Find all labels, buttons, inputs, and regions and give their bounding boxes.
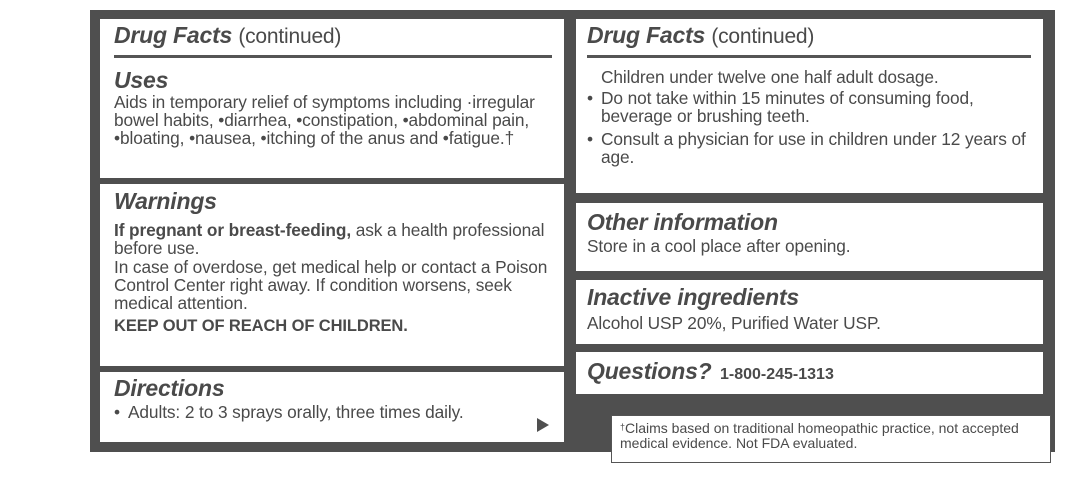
bullet: • (587, 129, 594, 149)
uses-panel (100, 19, 564, 178)
questions-heading: Questions? (587, 358, 712, 384)
right-column (573, 10, 1055, 452)
continued-label: (continued) (711, 25, 815, 48)
directions-heading: Directions (114, 375, 225, 401)
warnings-panel (100, 184, 564, 366)
drug-facts-header-left (114, 22, 552, 50)
header-rule (114, 55, 552, 58)
pregnant-warning (114, 221, 552, 257)
list-item (114, 403, 552, 421)
other-information-panel (576, 203, 1043, 271)
warnings-heading: Warnings (114, 188, 217, 214)
inactive-ingredients-panel (576, 280, 1043, 344)
children-dosage: Children under twelve one half adult dosage. (601, 67, 939, 87)
continued-label: (continued) (238, 25, 342, 48)
keep-out-of-reach: KEEP OUT OF REACH OF CHILDREN. (114, 317, 408, 335)
drug-facts-header-right (587, 22, 1031, 50)
consult-physician-text: Consult a physician for use in children under 12 years of age. (601, 129, 1026, 167)
directions-item-text: Adults: 2 to 3 sprays orally, three times daily. (128, 402, 464, 422)
bullet: • (587, 88, 594, 108)
pregnant-warning-text: ask a health professional before use. (114, 220, 545, 258)
directions-panel (100, 372, 564, 442)
footnote-text: Claims based on traditional homeopathic practice, not accepted medical evidence. Not FDA evaluated. (620, 420, 1019, 451)
dagger-mark: † (620, 422, 626, 432)
list-item (587, 89, 1031, 125)
other-information-heading: Other information (587, 209, 778, 235)
header-rule (587, 55, 1031, 58)
drug-facts-title: Drug Facts (114, 22, 233, 48)
play-arrow-icon[interactable] (537, 418, 549, 432)
footnote-box (611, 415, 1051, 463)
list-item (587, 130, 1031, 166)
inactive-ingredients-heading: Inactive ingredients (587, 284, 800, 310)
drug-facts-title: Drug Facts (587, 22, 706, 48)
drug-facts-frame (90, 10, 1055, 452)
inactive-ingredients-text: Alcohol USP 20%, Purified Water USP. (587, 313, 881, 333)
uses-heading: Uses (114, 67, 169, 93)
food-warning-text: Do not take within 15 minutes of consuming food, beverage or brushing teeth. (601, 88, 974, 126)
questions-panel (576, 352, 1043, 394)
uses-text: Aids in temporary relief of symptoms including ·irregular bowel habits, •diarrhea, •constipation, •abdominal pain, •bloating, •nausea, •itching of the anus and •fatigue.† (114, 92, 535, 148)
directions-continued-panel (576, 19, 1043, 193)
pregnant-warning-bold: If pregnant or breast-feeding, (114, 220, 352, 240)
bullet: • (114, 402, 121, 422)
left-column (90, 10, 573, 452)
overdose-warning: In case of overdose, get medical help or contact a Poison Control Center right away. If condition worsens, seek medical attention. (114, 257, 548, 313)
other-information-text: Store in a cool place after opening. (587, 236, 851, 256)
questions-phone[interactable]: 1-800-245-1313 (719, 366, 834, 383)
